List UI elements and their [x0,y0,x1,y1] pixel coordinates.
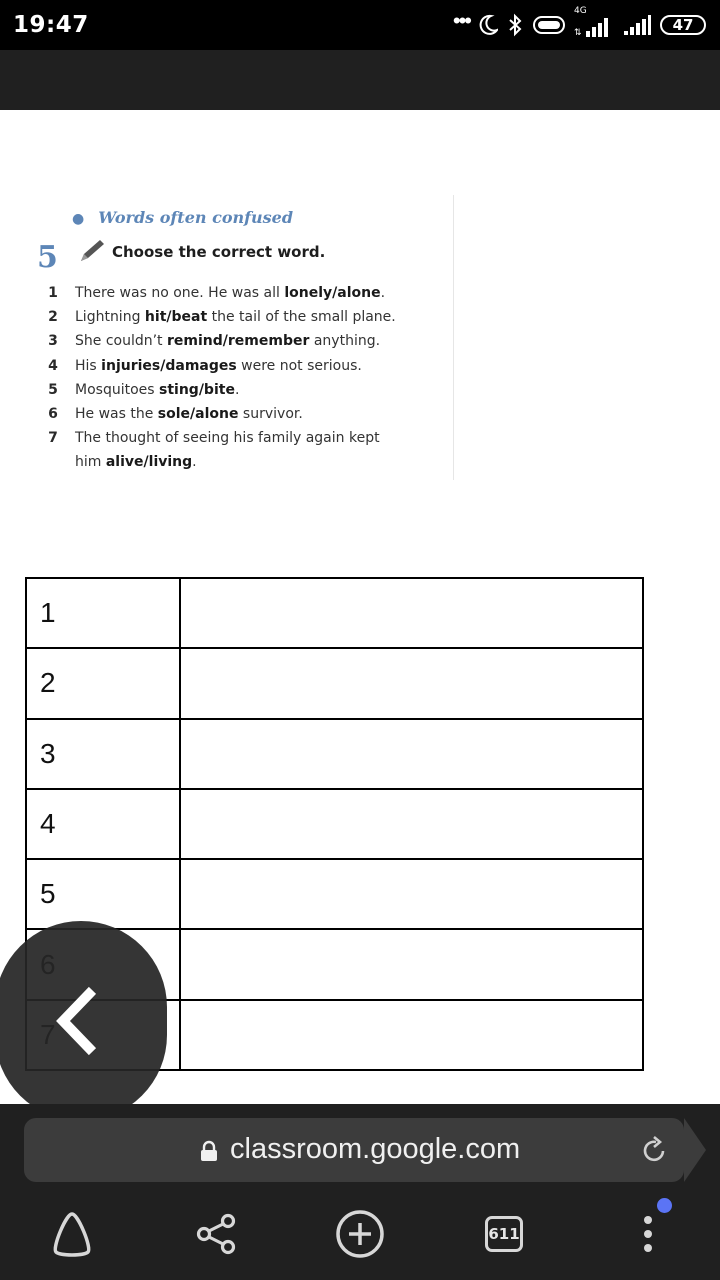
exercise-item [46,354,406,378]
section-heading-text: Words often confused [98,208,294,227]
exercise-item-end: survivor. [238,406,303,423]
tab-count: 611 [485,1216,523,1252]
status-icons [452,6,706,40]
exercise-instruction: Choose the correct word. [112,243,326,261]
exercise-item [46,281,406,305]
exercise-number: 5 [37,240,58,275]
share-button[interactable] [186,1204,246,1264]
table-row [26,789,643,859]
signal-icon [622,13,652,37]
exercise-item-choice: lonely/alone [284,285,381,301]
exercise-item-choice: sting/bite [159,381,235,398]
exercise-item-number: 5 [48,381,58,398]
network-label: 4G [574,6,587,16]
exercise-item-number: 6 [48,406,58,423]
exercise-item-end: . [234,381,240,398]
signal-icon [574,15,614,39]
exercise-item-end: anything. [309,333,381,350]
exercise-item-choice: sole/alone [157,406,239,423]
reload-icon[interactable] [640,1134,670,1166]
bullet-icon: ● [72,211,85,227]
bluetooth-icon [506,13,524,37]
answer-cell[interactable] [180,859,643,929]
worksheet-image [0,110,720,570]
exercise-item-end: . [380,285,386,301]
browser-bottom-bar [0,1104,720,1280]
exercise-item [46,305,406,329]
tabs-button[interactable] [474,1204,534,1264]
answer-cell[interactable] [180,1000,643,1070]
app-toolbar [0,50,720,110]
table-row [26,859,643,929]
exercise-item [46,402,406,426]
exercise-item-end: were not serious. [236,357,362,374]
status-bar [0,0,720,50]
column-divider [453,195,454,480]
url-text[interactable]: classroom.google.com [230,1133,521,1165]
exercise-item-choice: hit/beat [144,309,208,326]
exercise-item-text: There was no one. He was all [75,285,285,301]
exercise-item-choice: injuries/damages [101,357,237,374]
exercise-item-number: 2 [48,309,58,326]
network-indicator [574,6,614,38]
table-row [26,578,643,648]
exercise-item [46,378,406,402]
lock-icon [200,1140,218,1162]
exercise-item-choice: alive/living [105,454,193,471]
answer-cell[interactable] [180,719,643,789]
home-button[interactable] [42,1204,102,1264]
svg-text:⇅: ⇅ [574,28,582,38]
exercise-item-text: Mosquitoes [75,381,159,398]
exercise-item-end: . [192,454,197,471]
browser-nav-row [0,1204,720,1264]
exercise-item-text: She couldn’t [75,333,167,350]
exercise-item-text: Lightning [75,309,145,326]
section-heading [72,208,293,227]
pencil-icon [78,238,106,264]
exercise-item-number: 4 [48,357,58,374]
exercise-item-number: 3 [48,333,58,350]
row-number-cell: 4 [26,789,180,859]
notification-dot [657,1198,672,1213]
table-row [26,719,643,789]
vpn-icon [532,14,566,36]
more-vertical-icon [638,1212,658,1256]
row-number-cell: 1 [26,578,180,648]
answer-cell[interactable] [180,929,643,999]
exercise-item-end: the tail of the small plane. [207,309,396,326]
exercise-item-number: 1 [48,285,58,301]
answer-cell[interactable] [180,648,643,718]
home-shape-icon [48,1210,96,1258]
exercise-item [46,426,406,474]
answer-cell[interactable] [180,789,643,859]
row-number-cell: 5 [26,859,180,929]
status-time: 19:47 [13,12,89,38]
exercise-item-number: 7 [48,430,58,447]
new-tab-button[interactable] [330,1204,390,1264]
answer-cell[interactable] [180,578,643,648]
exercise-item-choice: remind/remember [167,333,310,350]
row-number-cell: 2 [26,648,180,718]
exercise-list [46,281,406,475]
exercise-item-text: The thought of seeing his family again kept him [75,430,380,471]
back-button[interactable] [0,921,167,1121]
menu-button[interactable] [618,1204,678,1264]
share-icon [194,1212,238,1256]
table-row [26,648,643,718]
row-number-cell: 3 [26,719,180,789]
exercise-item [46,329,406,353]
add-circle-icon [334,1208,386,1260]
exercise-item-text: His [75,357,102,374]
moon-icon [478,14,498,36]
battery-icon: 47 [660,15,706,35]
url-bar[interactable] [24,1118,684,1182]
more-dots-icon: ••• [452,8,470,33]
chevron-left-icon [51,986,101,1056]
exercise-item-text: He was the [75,406,158,423]
